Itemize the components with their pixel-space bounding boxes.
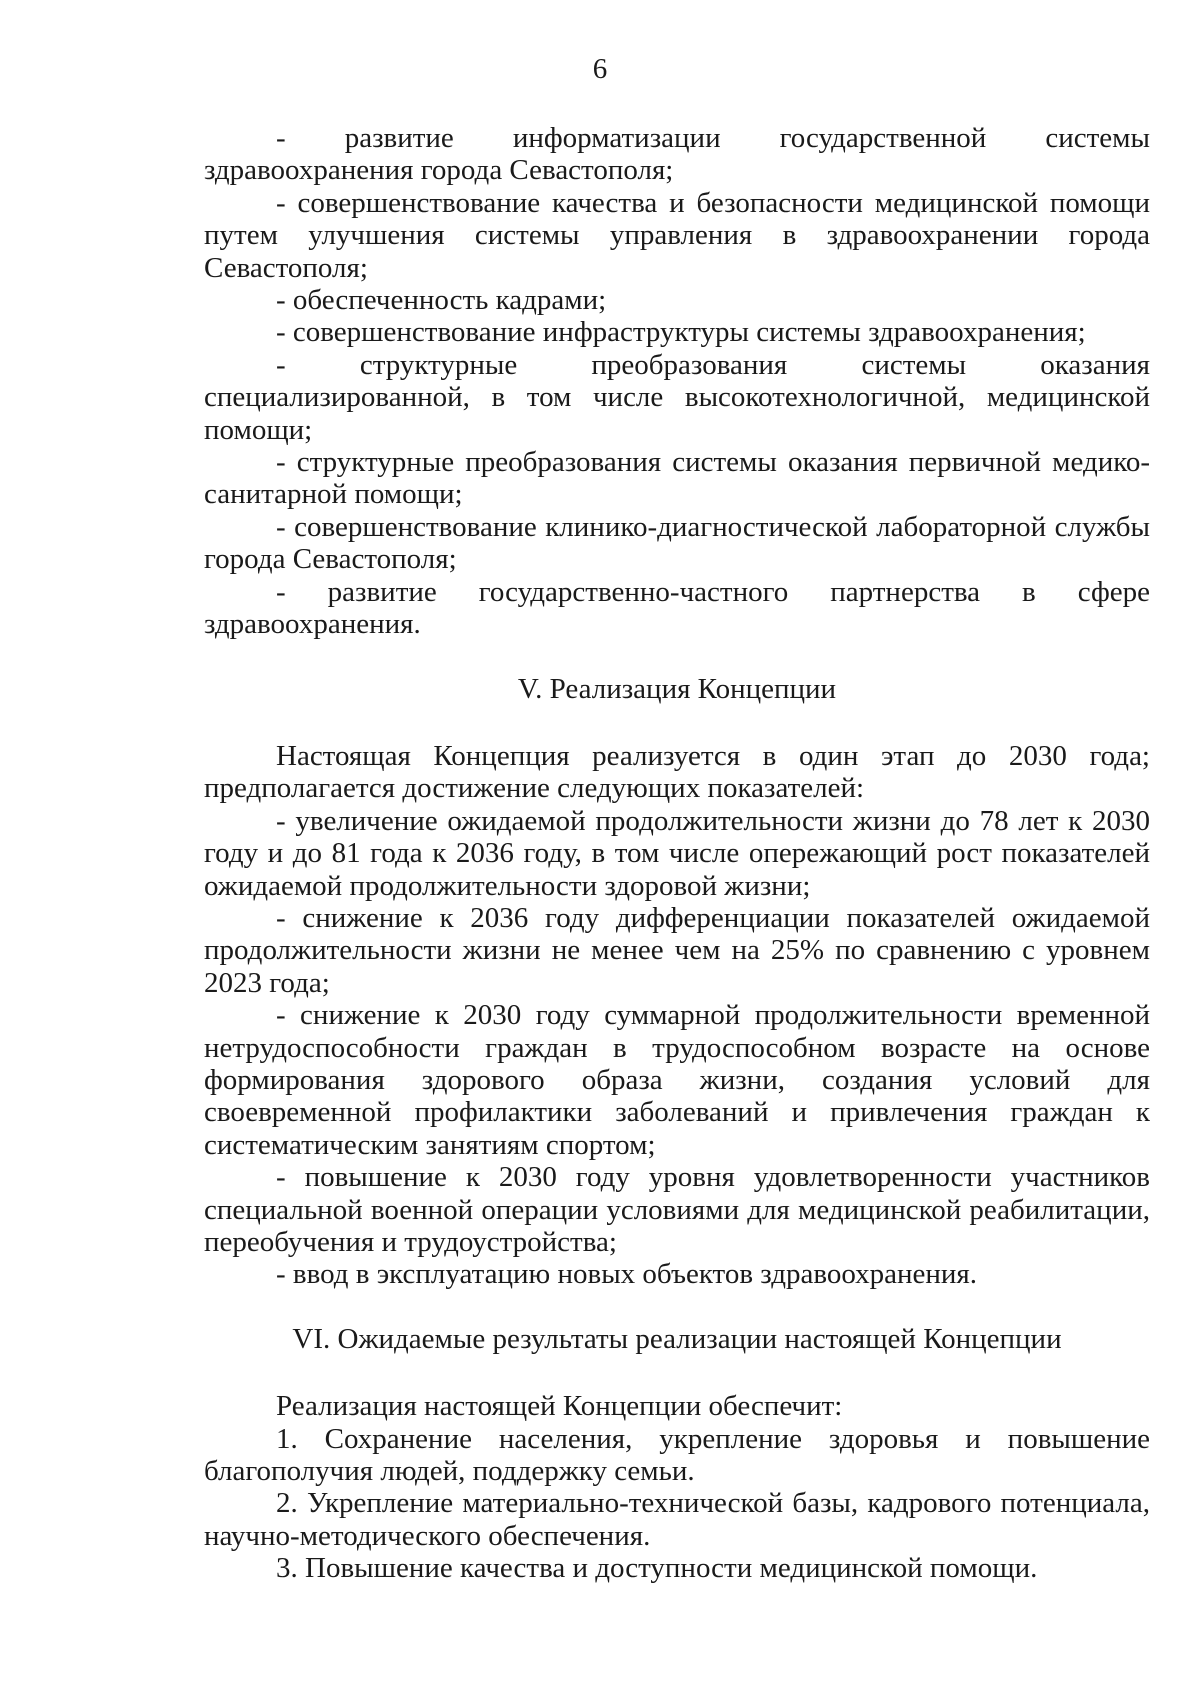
page-number: 6 [592,53,608,85]
list-item-laboratory-service: - совершенствование клинико-диагностической лабораторной службы города Севастополя; [204,510,1150,576]
list-item-specialized-care: - структурные преобразования системы оказания специализированной, в том числе высокотехнологичной, медицинской помощи; [204,348,1150,446]
list-item-staffing: - обеспеченность кадрами; [276,284,607,317]
spacer [204,705,1150,740]
paragraph-intro-v: Настоящая Концепция реализуется в один этап до 2030 года; предполагается достижение следующих показателей: [204,739,1150,805]
document-body [204,122,1150,1585]
spacer [204,641,1150,673]
list-item-infrastructure: - совершенствование инфраструктуры системы здравоохранения; [276,316,1086,349]
list-item-population: 1. Сохранение населения, укрепление здоровья и повышение благополучия людей, поддержку семьи. [204,1422,1150,1488]
section-heading-vi: VI. Ожидаемые результаты реализации настоящей Концепции [292,1322,1062,1355]
spacer [204,1291,1150,1323]
spacer [204,1355,1150,1390]
list-item-life-expectancy: - увеличение ожидаемой продолжительности жизни до 78 лет к 2030 году и до 81 года к 2036 году, в том числе опережающий рост показателей ожидаемой продолжительности здоровой жизни; [204,804,1150,902]
list-item-differentiation: - снижение к 2036 году дифференциации показателей ожидаемой продолжительности жизни не менее чем на 25% по сравнению с уровнем 2023 года; [204,901,1150,999]
list-item-new-facilities: - ввод в эксплуатацию новых объектов здравоохранения. [276,1258,977,1291]
list-item-material-base: 2. Укрепление материально-технической базы, кадрового потенциала, научно-методического обеспечения. [204,1487,1150,1552]
list-item-svo-participants: - повышение к 2030 году уровня удовлетворенности участников специальной военной операции условиями для медицинской реабилитации, переобучения и трудоустройства; [204,1161,1150,1258]
section-heading-v: V. Реализация Концепции [517,672,837,705]
list-item-primary-care: - структурные преобразования системы оказания первичной медико-санитарной помощи; [204,446,1150,511]
list-item-quality-access: 3. Повышение качества и доступности медицинской помощи. [276,1552,1038,1585]
list-item-quality-safety: - совершенствование качества и безопасности медицинской помощи путем улучшения системы управления в здравоохранении города Севастополя; [204,186,1150,284]
list-item-disability-reduction: - снижение к 2030 году суммарной продолжительности временной нетрудоспособности граждан в трудоспособном возрасте на основе формирования здорового образа жизни, создания условий для своевременной профилактики заболеваний и привлечения граждан к систематическим занятиям спортом; [204,999,1150,1161]
list-item-public-private-partnership: - развитие государственно-частного партнерства в сфере здравоохранения. [204,575,1150,641]
paragraph-intro-vi: Реализация настоящей Концепции обеспечит: [276,1390,843,1423]
list-item-informatization: - развитие информатизации государственной системы здравоохранения города Севастополя; [204,122,1150,187]
